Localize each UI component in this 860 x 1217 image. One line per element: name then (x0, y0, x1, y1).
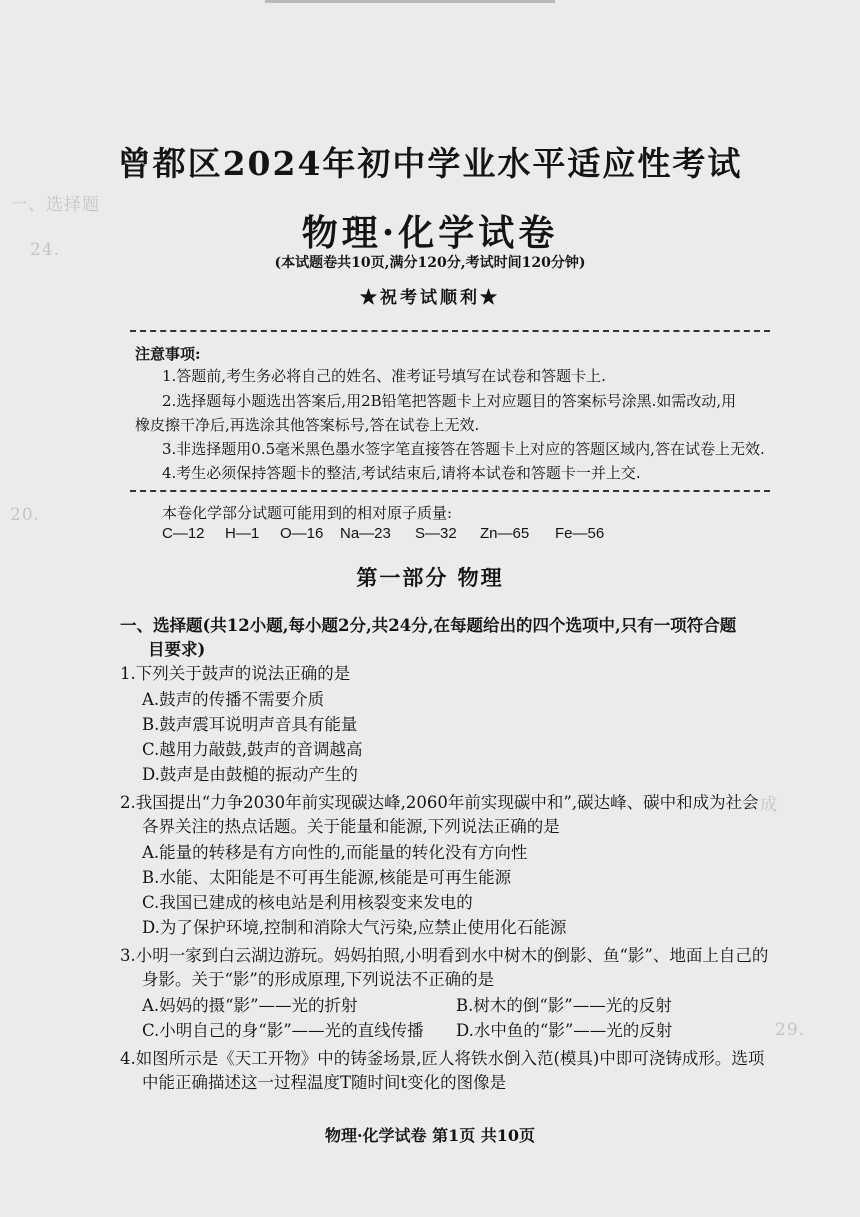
question-stem: 4.如图所示是《天工开物》中的铸釜场景,匠人将铁水倒入范(模具)中即可浇铸成形。选项 (120, 1049, 765, 1068)
question-stem: 中能正确描述这一过程温度T随时间t变化的图像是 (142, 1073, 507, 1092)
option-c: C.越用力敲鼓,鼓声的音调越高 (142, 740, 363, 759)
good-luck-banner: ★祝考试顺利★ (360, 288, 500, 308)
question-stem: 身影。关于“影”的形成原理,下列说法不正确的是 (142, 970, 495, 989)
atomic-mass-item: Zn—65 (480, 525, 530, 542)
option-d: D.为了保护环境,控制和消除大气污染,应禁止使用化石能源 (142, 918, 567, 937)
atomic-mass-item: O—16 (280, 525, 324, 542)
notice-item: 2.选择题每小题选出答案后,用2B铅笔把答题卡上对应题目的答案标号涂黑.如需改动,用 (162, 392, 737, 410)
section-instruction: 一、选择题(共12小题,每小题2分,共24分,在每题给出的四个选项中,只有一项符合题 (120, 616, 737, 635)
notice-item: 橡皮擦干净后,再选涂其他答案标号,答在试卷上无效. (135, 416, 480, 434)
bleed-through-text: 24. (30, 240, 61, 260)
option-c: C.小明自己的身“影”——光的直线传播 (142, 1021, 424, 1040)
atomic-mass-item: S—32 (415, 525, 457, 542)
atomic-mass-item: Fe—56 (555, 525, 605, 542)
option-a: A.妈妈的摄“影”——光的折射 (142, 996, 358, 1015)
option-d: D.水中鱼的“影”——光的反射 (456, 1021, 673, 1040)
paper-info: (本试题卷共10页,满分120分,考试时间120分钟) (274, 255, 586, 271)
option-a: A.能量的转移是有方向性的,而能量的转化没有方向性 (142, 843, 528, 862)
part-heading: 第一部分 物理 (356, 565, 504, 590)
bleed-through-text: 成 (760, 795, 778, 815)
option-b: B.树木的倒“影”——光的反射 (456, 996, 672, 1015)
atomic-mass-item: Na—23 (340, 525, 391, 542)
exam-title: 曾都区2024年初中学业水平适应性考试 (117, 144, 743, 183)
question-stem: 3.小明一家到白云湖边游玩。妈妈拍照,小明看到水中树木的倒影、鱼“影”、地面上自己的 (120, 946, 769, 965)
question-stem: 各界关注的热点话题。关于能量和能源,下列说法正确的是 (142, 817, 560, 836)
option-b: B.水能、太阳能是不可再生能源,核能是可再生能源 (142, 868, 512, 887)
atomic-mass-item: H—1 (225, 525, 260, 542)
notice-heading: 注意事项: (135, 345, 201, 363)
bleed-through-text: 一、选择题 (10, 195, 100, 215)
option-a: A.鼓声的传播不需要介质 (142, 690, 325, 709)
page-footer: 物理·化学试卷 第1页 共10页 (324, 1126, 536, 1145)
scan-top-edge (265, 0, 555, 11)
option-d: D.鼓声是由鼓槌的振动产生的 (142, 765, 358, 784)
atomic-mass-intro: 本卷化学部分试题可能用到的相对原子质量: (162, 504, 453, 522)
section-instruction: 目要求) (148, 640, 206, 659)
notice-item: 1.答题前,考生务必将自己的姓名、准考证号填写在试卷和答题卡上. (162, 367, 606, 385)
notice-item: 4.考生必须保持答题卡的整洁,考试结束后,请将本试卷和答题卡一并上交. (162, 464, 641, 482)
option-b: B.鼓声震耳说明声音具有能量 (142, 715, 358, 734)
atomic-mass-item: C—12 (162, 525, 205, 542)
bleed-through-text: 29. (775, 1020, 806, 1040)
bleed-through-text: 20. (10, 505, 41, 525)
divider-top (130, 330, 770, 332)
question-stem: 2.我国提出“力争2030年前实现碳达峰,2060年前实现碳中和”,碳达峰、碳中和成为社会 (120, 793, 759, 812)
option-c: C.我国已建成的核电站是利用核裂变来发电的 (142, 893, 473, 912)
question-stem: 1.下列关于鼓声的说法正确的是 (120, 664, 351, 683)
notice-item: 3.非选择题用0.5毫米黑色墨水签字笔直接答在答题卡上对应的答题区域内,答在试卷上无效. (162, 440, 765, 458)
divider-bottom (130, 490, 770, 492)
paper-title: 物理·化学试卷 (301, 212, 559, 254)
